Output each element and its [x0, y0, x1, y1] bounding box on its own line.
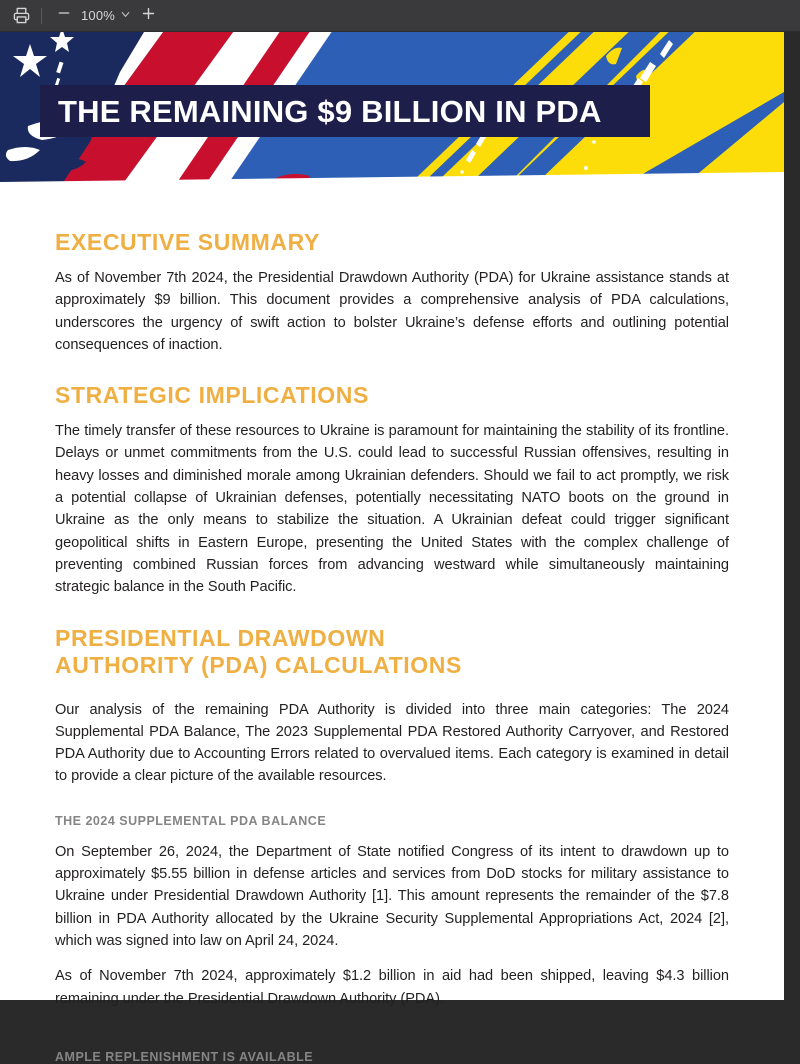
zoom-in-button[interactable] — [133, 3, 163, 29]
toolbar-separator — [41, 8, 42, 24]
zoom-out-button[interactable] — [49, 3, 79, 29]
zoom-level-value: 100% — [81, 8, 116, 23]
plus-icon — [140, 5, 157, 27]
paragraph-strategic-implications: The timely transfer of these resources to Ukraine is paramount for maintaining the stability of its frontline. Delays or unmet commitments from the U.S. could lead to successful Russian offensives, resulting in heavy losses and diminished morale among Ukrainian defenders. Should we fail to act promptly, we risk a potential collapse of Ukrainian defenses, potentially necessitating NATO boots on the ground in Ukraine as the only means to stabilize the situation. A Ukrainian defeat could trigger significant geopolitical shifts in Eastern Europe, presenting the United States with the complex challenge of preventing combined Russian forces from advancing westward while simultaneously maintaining strategic balance in the South Pacific. — [55, 423, 729, 596]
subheading-2024-supplemental-pda-balance: THE 2024 SUPPLEMENTAL PDA BALANCE — [55, 813, 327, 828]
section-heading-pda-calculations — [55, 625, 729, 679]
spacer — [55, 1030, 729, 1050]
spacer — [55, 599, 729, 625]
section-heading-executive-summary: EXECUTIVE SUMMARY — [55, 229, 320, 255]
document-body — [0, 187, 784, 1064]
chevron-down-icon — [120, 7, 131, 25]
spacer — [55, 952, 729, 965]
print-button[interactable] — [6, 3, 36, 29]
spacer — [55, 1010, 729, 1030]
pdf-viewer-toolbar — [0, 0, 800, 32]
minus-icon — [56, 5, 72, 26]
document-page — [0, 32, 784, 1064]
paragraph-2024-balance-1: On September 26, 2024, the Department of State notified Congress of its intent to drawdown up to approximately $5.55 billion in defense articles and services from DoD stocks for military assistance to Ukraine under Presidential Drawdown Authority [1]. This amount represents the remainder of the $7.8 billion in PDA Authority allocated by the Ukraine Security Supplemental Appropriations Act, 2024 [2], which was signed into law on April 24, 2024. — [55, 843, 729, 949]
paragraph-pda-calculations: Our analysis of the remaining PDA Authority is divided into three main categories: The 2024 Supplemental PDA Balance, The 2023 Supplemental PDA Restored Authority Carryover, and Restored PDA Authority due to Accounting Errors related to overvalued items. Each category is examined in detail to provide a clear picture of the available resources. — [55, 701, 729, 785]
section-heading-strategic-implications: STRATEGIC IMPLICATIONS — [55, 382, 369, 409]
zoom-level-dropdown[interactable] — [79, 7, 133, 25]
paragraph-executive-summary: As of November 7th 2024, the Presidential Drawdown Authority (PDA) for Ukraine assistance stands at approximately $9 billion. This document provides a comprehensive analysis of PDA calculations, underscores the urgency of swift action to bolster Ukraine’s defense efforts and outlining potential consequences of inaction. — [55, 270, 729, 353]
subheading-ample-replenishment: AMPLE REPLENISHMENT IS AVAILABLE — [55, 1049, 314, 1064]
heading-line-1: PRESIDENTIAL DRAWDOWN — [55, 624, 386, 651]
paragraph-2024-balance-2: As of November 7th 2024, approximately $1.2 billion in aid had been shipped, leaving $4.3 billion remaining under the Presidential Drawdown Authority (PDA). — [55, 968, 729, 1007]
print-icon — [13, 7, 30, 24]
heading-line-2: AUTHORITY (PDA) CALCULATIONS — [55, 651, 462, 678]
hero-banner — [0, 32, 784, 187]
spacer — [55, 356, 729, 382]
hero-title: THE REMAINING $9 BILLION IN PDA — [58, 94, 602, 129]
spacer — [55, 690, 729, 699]
spacer — [55, 788, 729, 814]
